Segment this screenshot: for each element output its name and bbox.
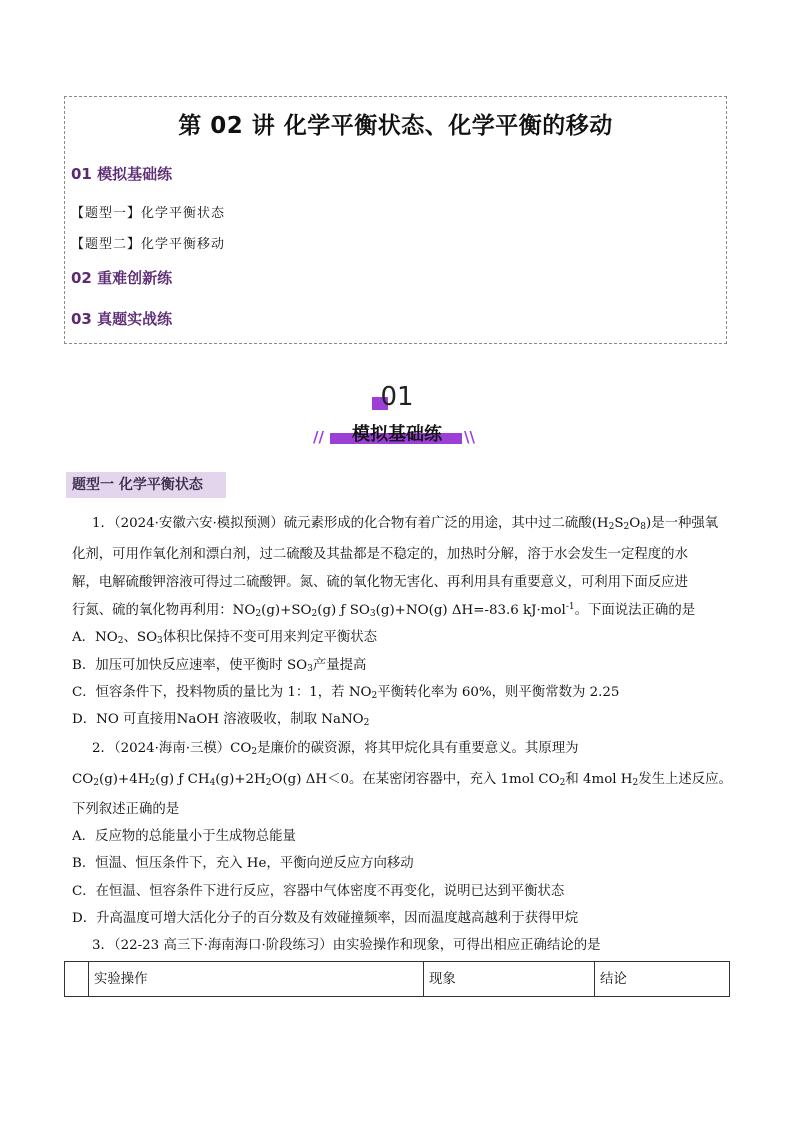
toc-section-3[interactable]: 03 真题实战练 [71, 310, 173, 328]
experiment-table [64, 961, 730, 997]
section-title: 模拟基础练 [352, 424, 442, 445]
q1-option-a[interactable]: A．$NO_2$、$SO_3$体积比保持不变可用来判定平衡状态 [72, 630, 378, 646]
q2-line-1: 2．（2024·海南·三模）$CO_2$是廉价的碳资源，将其甲烷化具有重要意义。其原理为 [92, 741, 579, 757]
table-header-blank [65, 962, 89, 997]
banner-right-mark: \\ [464, 428, 475, 446]
table-header-phenomenon: 现象 [424, 962, 595, 997]
q2-option-a[interactable]: A．反应物的总能量小于生成物总能量 [72, 829, 296, 844]
toc-section-2[interactable]: 02 重难创新练 [71, 269, 173, 287]
table-header-conclusion: 结论 [595, 962, 730, 997]
q2-line-2: $CO_2(g)+4H_2(g)$ ƒ $CH_4(g)+2H_2O(g)$ ΔH＜0。在某密闭容器中，充入 1mol $CO_2$和 4mol $H_2$发生上述反应。 [72, 772, 732, 788]
q1-option-b[interactable]: B．加压可加快反应速率，使平衡时 $SO_3$产量提高 [72, 658, 367, 674]
table-header-operation: 实验操作 [89, 962, 424, 997]
q1-line-4: 行氮、硫的氧化物再利用：$NO_2(g)+SO_2(g)$ ƒ $SO_3(g)+NO(g)$ ΔH=-83.6 kJ·mol$^{-1}$。下面说法正确的是 [72, 602, 696, 619]
toc-subsection-1[interactable]: 【题型一】化学平衡状态 [71, 206, 226, 221]
q2-option-d[interactable]: D．升高温度可增大活化分子的百分数及有效碰撞频率，因而温度越高越利于获得甲烷 [72, 911, 579, 926]
q1-line-1: 1．（2024·安徽六安·模拟预测）硫元素形成的化合物有着广泛的用途，其中过二硫酸$(H_2S_2O_8)$是一种强氧 [92, 516, 719, 532]
toc-subsection-2[interactable]: 【题型二】化学平衡移动 [71, 237, 226, 252]
q2-line-3: 下列叙述正确的是 [72, 802, 180, 817]
section-number: 01 [380, 382, 414, 412]
q3-line-1: 3．（22-23 高三下·海南海口·阶段练习）由实验操作和现象，可得出相应正确结论的是 [92, 938, 601, 953]
q1-option-c[interactable]: C．恒容条件下，投料物质的量比为 1：1，若 $NO_2$平衡转化率为 60%，则平衡常数为 2.25 [72, 685, 620, 701]
q1-line-3: 解，电解硫酸钾溶液可得过二硫酸钾。氮、硫的氧化物无害化、再利用具有重要意义，可利用下面反应进 [72, 575, 688, 590]
q1-line-2: 化剂，可用作氧化剂和漂白剂，过二硫酸及其盐都是不稳定的，加热时分解，溶于水会发生一定程度的水 [72, 547, 688, 562]
lesson-title: 第 02 讲 化学平衡状态、化学平衡的移动 [178, 113, 613, 139]
table-row [65, 962, 730, 997]
q1-option-d[interactable]: D．NO 可直接用NaOH 溶液吸收，制取 NaNO$_2$ [72, 712, 370, 728]
toc-section-1[interactable]: 01 模拟基础练 [71, 165, 173, 183]
table-of-contents [64, 96, 727, 344]
banner-left-mark: // [313, 428, 324, 446]
q2-option-c[interactable]: C．在恒温、恒容条件下进行反应，容器中气体密度不再变化，说明已达到平衡状态 [72, 884, 565, 899]
q2-option-b[interactable]: B．恒温、恒压条件下，充入 He，平衡向逆反应方向移动 [72, 856, 414, 871]
question-type-heading: 题型一 化学平衡状态 [66, 472, 226, 498]
